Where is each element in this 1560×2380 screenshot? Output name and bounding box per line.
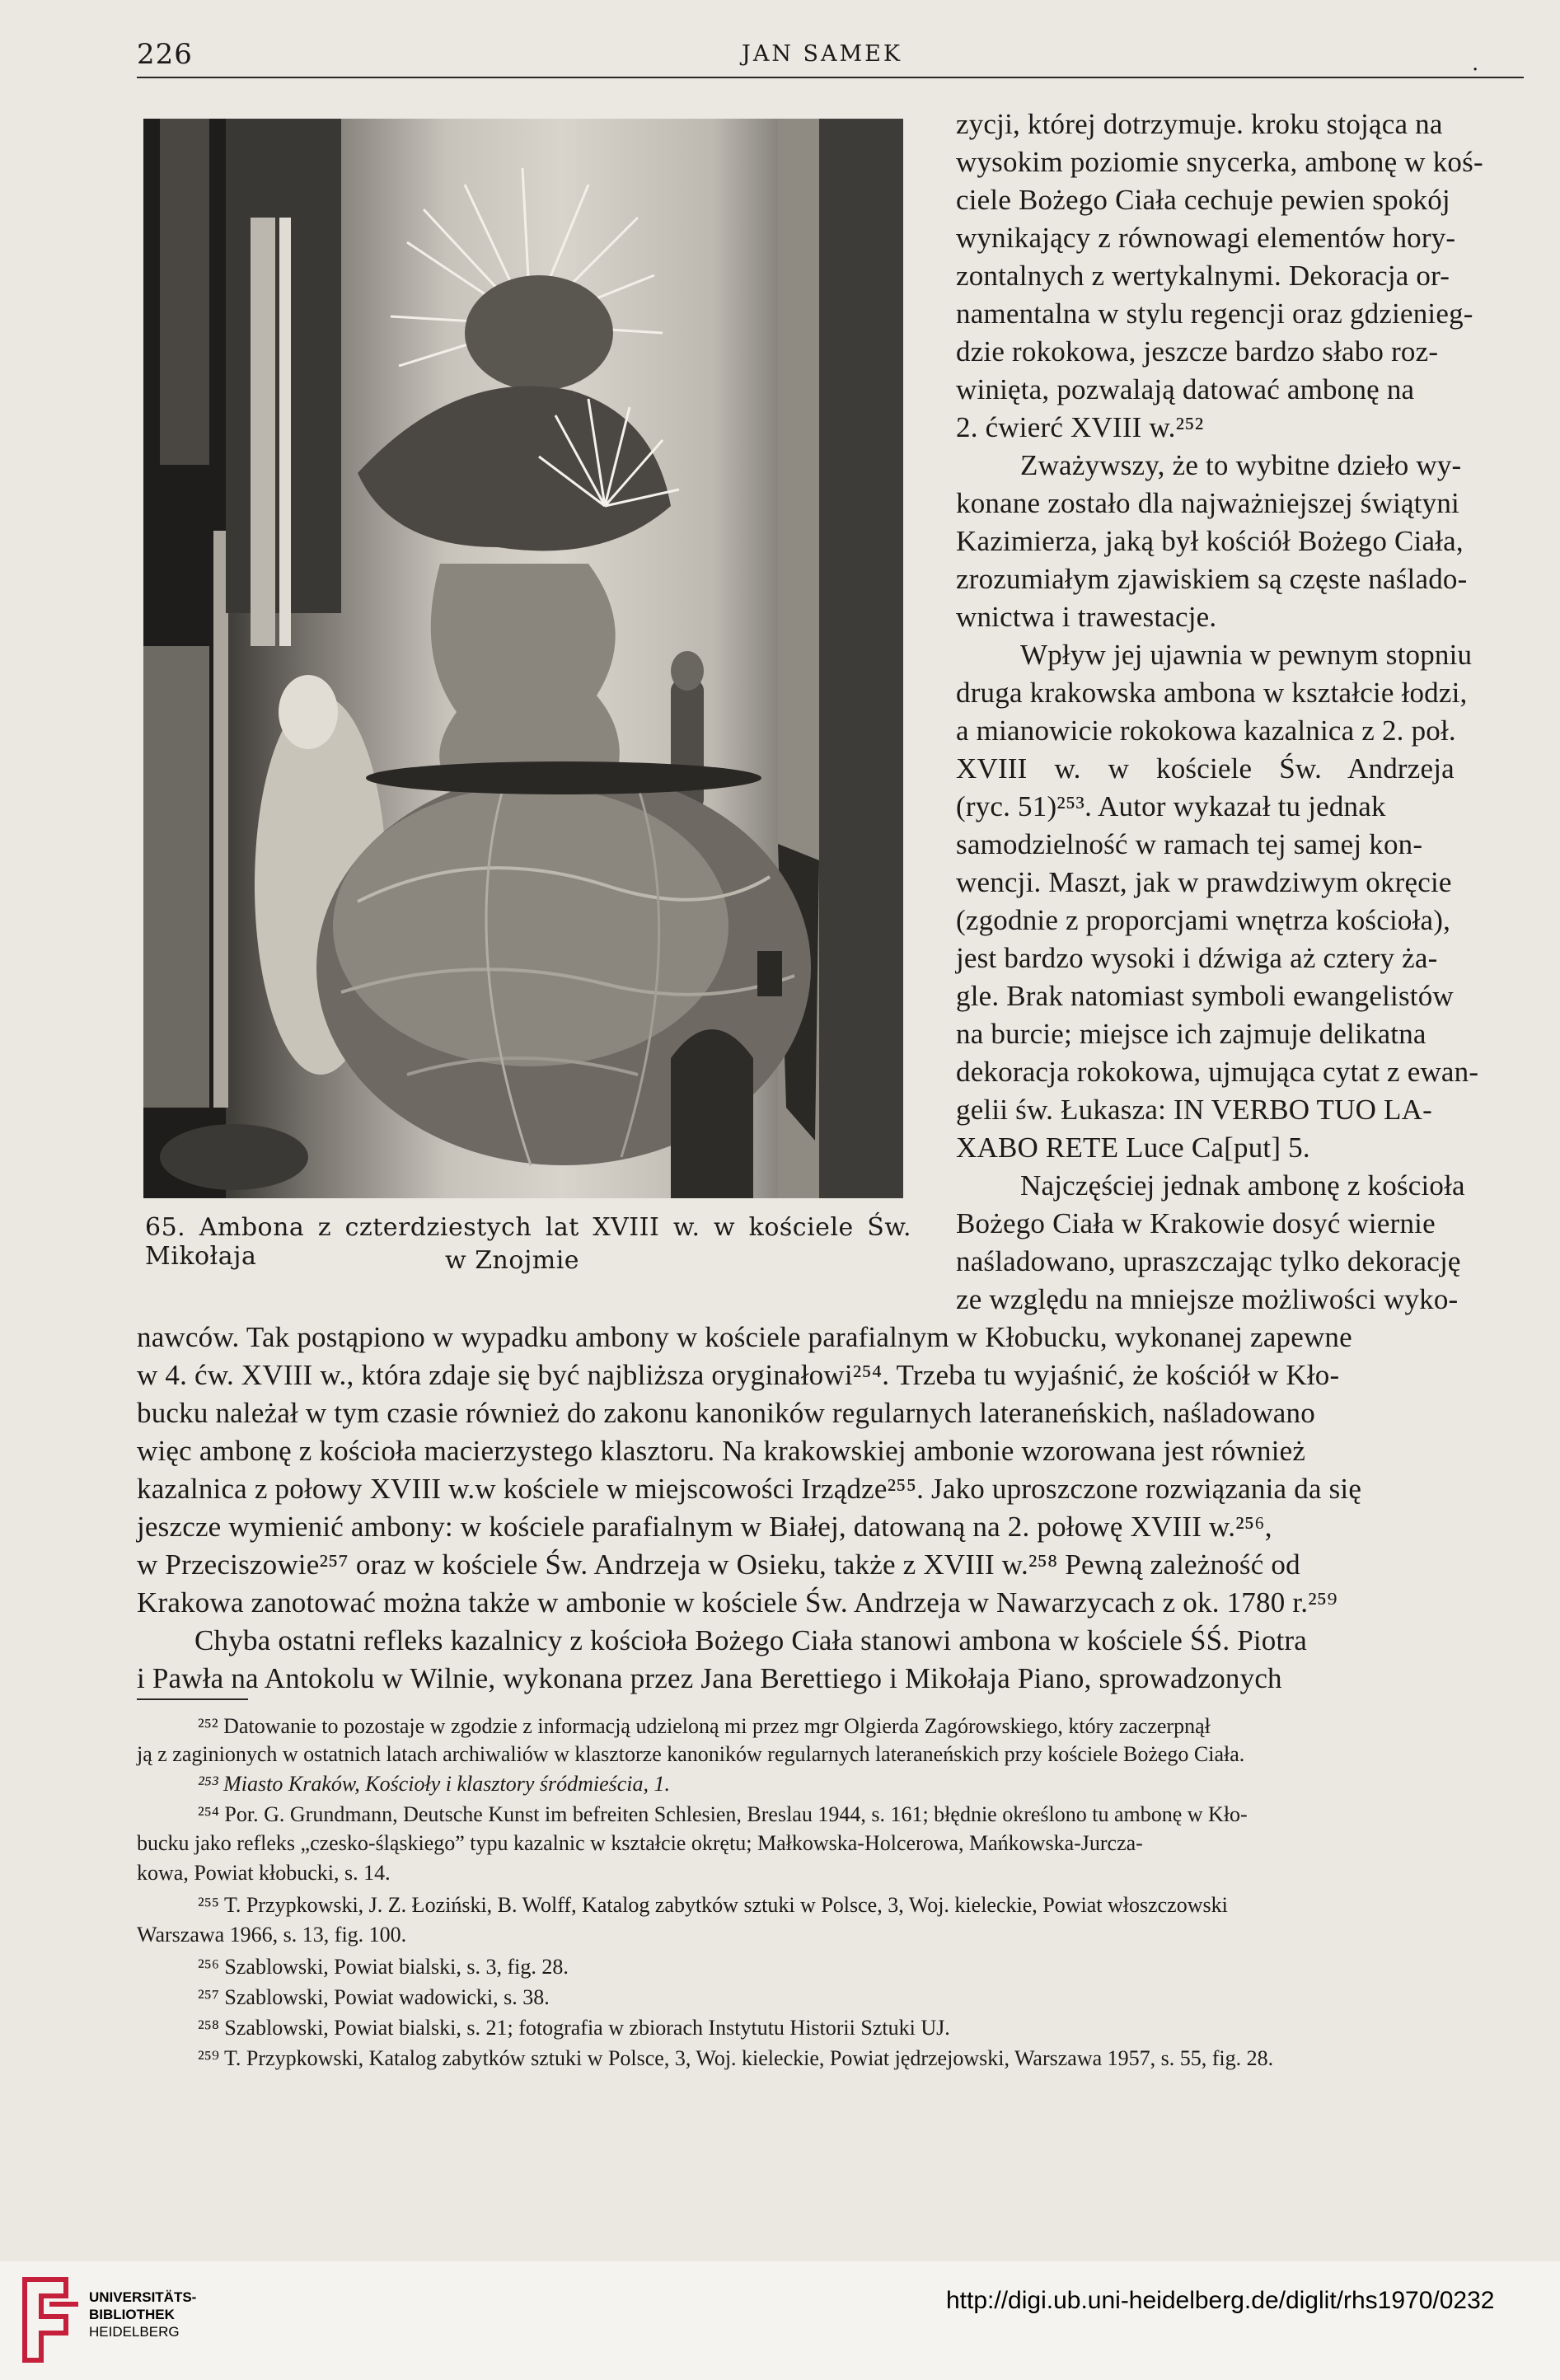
text-line: kazalnica z połowy XVIII w.w kościele w miejscowości Irządze²⁵⁵. Jako uproszczone rozwiązania da się xyxy=(137,1473,1362,1505)
text-line: nawców. Tak postąpiono w wypadku ambony w kościele parafialnym w Kłobucku, wykonanej zapewne xyxy=(137,1321,1352,1353)
text-line: w 4. ćw. XVIII w., która zdaje się być najbliższa oryginałowi²⁵⁴. Trzeba tu wyjaśnić, że kościół w Kło- xyxy=(137,1359,1340,1391)
text-line: zrozumiałym zjawiskiem są częste naślado- xyxy=(956,563,1468,595)
text-line: dzie rokokowa, jeszcze bardzo słabo roz- xyxy=(956,335,1439,368)
text-line: gle. Brak natomiast symboli ewangelistów xyxy=(956,980,1454,1012)
footnote-255: ²⁵⁵ T. Przypkowski, J. Z. Łoziński, B. Wolff, Katalog zabytków sztuki w Polsce, 3, Woj. kieleckie, Powiat włoszczowski xyxy=(198,1893,1228,1917)
text-line: w Przeciszowie²⁵⁷ oraz w kościele Św. Andrzeja w Osieku, także z XVIII w.²⁵⁸ Pewną zależność od xyxy=(137,1548,1300,1581)
text-line: wynikający z równowagi elementów hory- xyxy=(956,222,1456,254)
text-line: Krakowa zanotować można także w ambonie w kościele Św. Andrzeja w Nawarzycach z ok. 1780 r.²⁵⁹ xyxy=(137,1586,1337,1619)
footnote-259: ²⁵⁹ T. Przypkowski, Katalog zabytków sztuki w Polsce, 3, Woj. kieleckie, Powiat jędrzejowski, Warszawa 1957, s. 55, fig. 28. xyxy=(198,2046,1274,2070)
text-line: Bożego Ciała w Krakowie dosyć wiernie xyxy=(956,1207,1436,1239)
text-line: winięta, pozwalają datować ambonę na xyxy=(956,373,1415,405)
text-line: więc ambonę z kościoła macierzystego klasztoru. Na krakowskiej ambonie wzorowana jest również xyxy=(137,1435,1306,1467)
text-line: Zważywszy, że to wybitne dzieło wy- xyxy=(1020,449,1462,481)
text-line: Chyba ostatni refleks kazalnicy z kościoła Bożego Ciała stanowi ambona w kościele ŚŚ. Piotra xyxy=(194,1624,1308,1656)
text-line: jest bardzo wysoki i dźwiga aż cztery ża- xyxy=(956,942,1438,974)
text-line: zycji, której dotrzymuje. kroku stojąca na xyxy=(956,108,1443,140)
text-line: ciele Bożego Ciała cechuje pewien spokój xyxy=(956,184,1450,216)
text-line: i Pawła na Antokolu w Wilnie, wykonana przez Jana Berettiego i Mikołaja Piano, sprowadzonych xyxy=(137,1662,1282,1694)
footnote-254-continued: kowa, Powiat kłobucki, s. 14. xyxy=(137,1861,391,1885)
text-line: a mianowicie rokokowa kazalnica z 2. poł. xyxy=(956,714,1456,747)
text-line: dekoracja rokokowa, ujmująca cytat z ewan- xyxy=(956,1056,1479,1088)
text-line: wnictwa i trawestacje. xyxy=(956,601,1217,633)
text-line: namentalna w stylu regencji oraz gdzienieg- xyxy=(956,298,1473,330)
text-line: wencji. Maszt, jak w prawdziwym okręcie xyxy=(956,866,1452,898)
footer-bar xyxy=(0,2261,1560,2380)
figure-caption: 65. Ambona z czterdziestych lat XVIII w. w kościele Św. Mikołaja xyxy=(145,1213,911,1271)
text-line: XVIII w. w kościele Św. Andrzeja xyxy=(956,752,1455,785)
text-line: gelii św. Łukasza: IN VERBO TUO LA- xyxy=(956,1094,1432,1126)
pulpit-photograph-icon xyxy=(143,119,903,1198)
text-line: Kazimierza, jaką był kościół Bożego Ciała, xyxy=(956,525,1464,557)
footnote-252: ²⁵² Datowanie to pozostaje w zgodzie z informacją udzieloną mi przez mgr Olgierda Zagórowskiego, który zaczerpnął xyxy=(198,1714,1211,1738)
library-name: HEIDELBERG xyxy=(89,2324,180,2340)
footnote-253: ²⁵³ Miasto Kraków, Kościoły i klasztory śródmieścia, 1. xyxy=(198,1772,671,1796)
footnote-257: ²⁵⁷ Szablowski, Powiat wadowicki, s. 38. xyxy=(198,1985,550,2009)
text-line: ze względu na mniejsze możliwości wyko- xyxy=(956,1283,1459,1315)
text-line: jeszcze wymienić ambony: w kościele parafialnym w Białej, datowaną na 2. połowę XVIII w.²⁵⁶, xyxy=(137,1511,1272,1543)
figure-caption-continued: w Znojmie xyxy=(445,1246,580,1275)
text-line: wysokim poziomie snycerka, ambonę w koś- xyxy=(956,146,1483,178)
text-line: XABO RETE Luce Ca[put] 5. xyxy=(956,1131,1310,1164)
header-dot: . xyxy=(1472,51,1479,76)
footnote-rule xyxy=(137,1698,248,1700)
text-line: Wpływ jej ujawnia w pewnym stopniu xyxy=(1020,639,1473,671)
text-line: 2. ćwierć XVIII w.²⁵² xyxy=(956,411,1204,443)
footnote-258: ²⁵⁸ Szablowski, Powiat bialski, s. 21; fotografia w zbiorach Instytutu Historii Sztuki UJ. xyxy=(198,2016,950,2040)
text-line: zontalnych z wertykalnymi. Dekoracja or- xyxy=(956,260,1450,292)
text-line: na burcie; miejsce ich zajmuje delikatna xyxy=(956,1018,1426,1050)
library-name: BIBLIOTHEK xyxy=(89,2307,175,2322)
footnote-254-continued: bucku jako refleks „czesko-śląskiego” typu kazalnic w kształcie okrętu; Małkowska-Holcerowa, Mańkowska-Jurcza- xyxy=(137,1831,1143,1855)
library-logo-icon xyxy=(16,2271,99,2368)
page-number: 226 xyxy=(137,38,193,71)
text-line: naśladowano, upraszczając tylko dekorację xyxy=(956,1245,1461,1277)
permalink-link[interactable]: http://digi.ub.uni-heidelberg.de/diglit/rhs1970/0232 xyxy=(946,2287,1495,2314)
text-line: (zgodnie z proporcjami wnętrza kościoła), xyxy=(956,904,1451,936)
footnote-254: ²⁵⁴ Por. G. Grundmann, Deutsche Kunst im befreiten Schlesien, Breslau 1944, s. 161; błędnie określono tu ambonę w Kło- xyxy=(198,1802,1248,1826)
text-line: druga krakowska ambona w kształcie łodzi, xyxy=(956,677,1468,709)
text-line: Najczęściej jednak ambonę z kościoła xyxy=(1020,1169,1465,1202)
footnote-255-continued: Warszawa 1966, s. 13, fig. 100. xyxy=(137,1923,407,1947)
running-head: JAN SAMEK xyxy=(742,41,903,67)
text-line: samodzielność w ramach tej samej kon- xyxy=(956,828,1423,860)
library-name: UNIVERSITÄTS- xyxy=(89,2289,197,2305)
footnote-252-continued: ją z zaginionych w ostatnich latach archiwaliów w klasztorze kanoników regularnych lateraneńskich przy kościele Bożego Ciała. xyxy=(137,1742,1245,1766)
footnote-256: ²⁵⁶ Szablowski, Powiat bialski, s. 3, fig. 28. xyxy=(198,1955,569,1979)
text-line: bucku należał w tym czasie również do zakonu kanoników regularnych lateraneńskich, naśladowano xyxy=(137,1397,1315,1429)
text-line: konane zostało dla najważniejszej świątyni xyxy=(956,487,1459,519)
text-line: (ryc. 51)²⁵³. Autor wykazał tu jednak xyxy=(956,790,1386,822)
header-rule xyxy=(137,77,1524,78)
